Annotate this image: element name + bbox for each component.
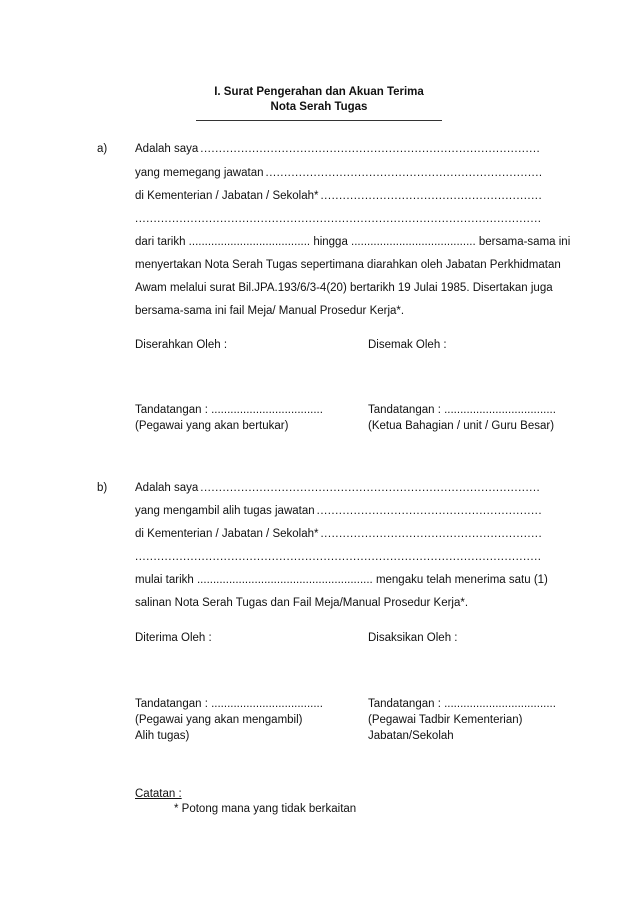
section-b-left-signature: Tandatangan : ................................... <box>135 698 323 710</box>
section-a-marker: a) <box>97 143 108 155</box>
section-b-line-blank <box>135 551 541 563</box>
fill-in-dots <box>320 190 541 202</box>
section-b-marker: b) <box>97 482 108 494</box>
fill-in-dots <box>320 528 541 540</box>
section-a-right-role: (Ketua Bahagian / unit / Guru Besar) <box>368 420 555 432</box>
fill-in-dots <box>135 551 541 563</box>
section-b-line-date: mulai tarikh ....................................................... mengaku telah menerima satu (1) <box>135 574 548 586</box>
fill-in-dots <box>317 505 541 517</box>
section-a-line-name: Adalah saya ..... <box>135 143 541 155</box>
fill-in-dots <box>135 213 541 225</box>
section-a-left-role: (Pegawai yang akan bertukar) <box>135 420 289 432</box>
section-b-left-role-1: (Pegawai yang akan mengambil) <box>135 714 303 726</box>
section-b-right-role-2: Jabatan/Sekolah <box>368 730 454 742</box>
section-b-right-label: Disaksikan Oleh : <box>368 632 458 644</box>
title-underline <box>196 120 442 121</box>
section-b-right-signature: Tandatangan : ................................... <box>368 698 556 710</box>
section-a-paragraph-line-1: menyertakan Nota Serah Tugas sepertimana diarahkan oleh Jabatan Perkhidmatan <box>135 259 561 271</box>
section-b-paragraph-line: salinan Nota Serah Tugas dan Fail Meja/Manual Prosedur Kerja*. <box>135 597 469 609</box>
section-b-right-role-1: (Pegawai Tadbir Kementerian) <box>368 714 523 726</box>
fill-in-dots <box>200 143 541 155</box>
section-a-paragraph-line-3: bersama-sama ini fail Meja/ Manual Prosedur Kerja*. <box>135 305 405 317</box>
section-b-line-position: yang mengambil alih tugas jawatan ..... <box>135 505 541 517</box>
fill-in-dots <box>266 167 542 179</box>
section-a-right-label: Disemak Oleh : <box>368 339 447 351</box>
section-b-line-ministry: di Kementerian / Jabatan / Sekolah* ..... <box>135 528 541 540</box>
notes-heading: Catatan : <box>135 788 182 800</box>
section-a-line-dates: dari tarikh ...................................... hingga ....................................... bersama-sama ini <box>135 236 571 248</box>
document-subtitle: Nota Serah Tugas <box>270 101 368 113</box>
section-a-right-signature: Tandatangan : ................................... <box>368 404 556 416</box>
section-b-line-name: Adalah saya ..... <box>135 482 541 494</box>
section-a-left-signature: Tandatangan : ................................... <box>135 404 323 416</box>
section-b-left-label: Diterima Oleh : <box>135 632 212 644</box>
section-a-left-label: Diserahkan Oleh : <box>135 339 228 351</box>
notes-item: * Potong mana yang tidak berkaitan <box>174 803 357 815</box>
section-a-line-position: yang memegang jawatan ..... <box>135 167 541 179</box>
document-title: I. Surat Pengerahan dan Akuan Terima <box>214 86 424 98</box>
section-a-line-ministry: di Kementerian / Jabatan / Sekolah* ..... <box>135 190 541 202</box>
fill-in-dots <box>200 482 541 494</box>
section-a-paragraph-line-2: Awam melalui surat Bil.JPA.193/6/3-4(20) bertarikh 19 Julai 1985. Disertakan juga <box>135 282 553 294</box>
section-b-left-role-2: Alih tugas) <box>135 730 190 742</box>
section-a-line-blank <box>135 213 541 225</box>
